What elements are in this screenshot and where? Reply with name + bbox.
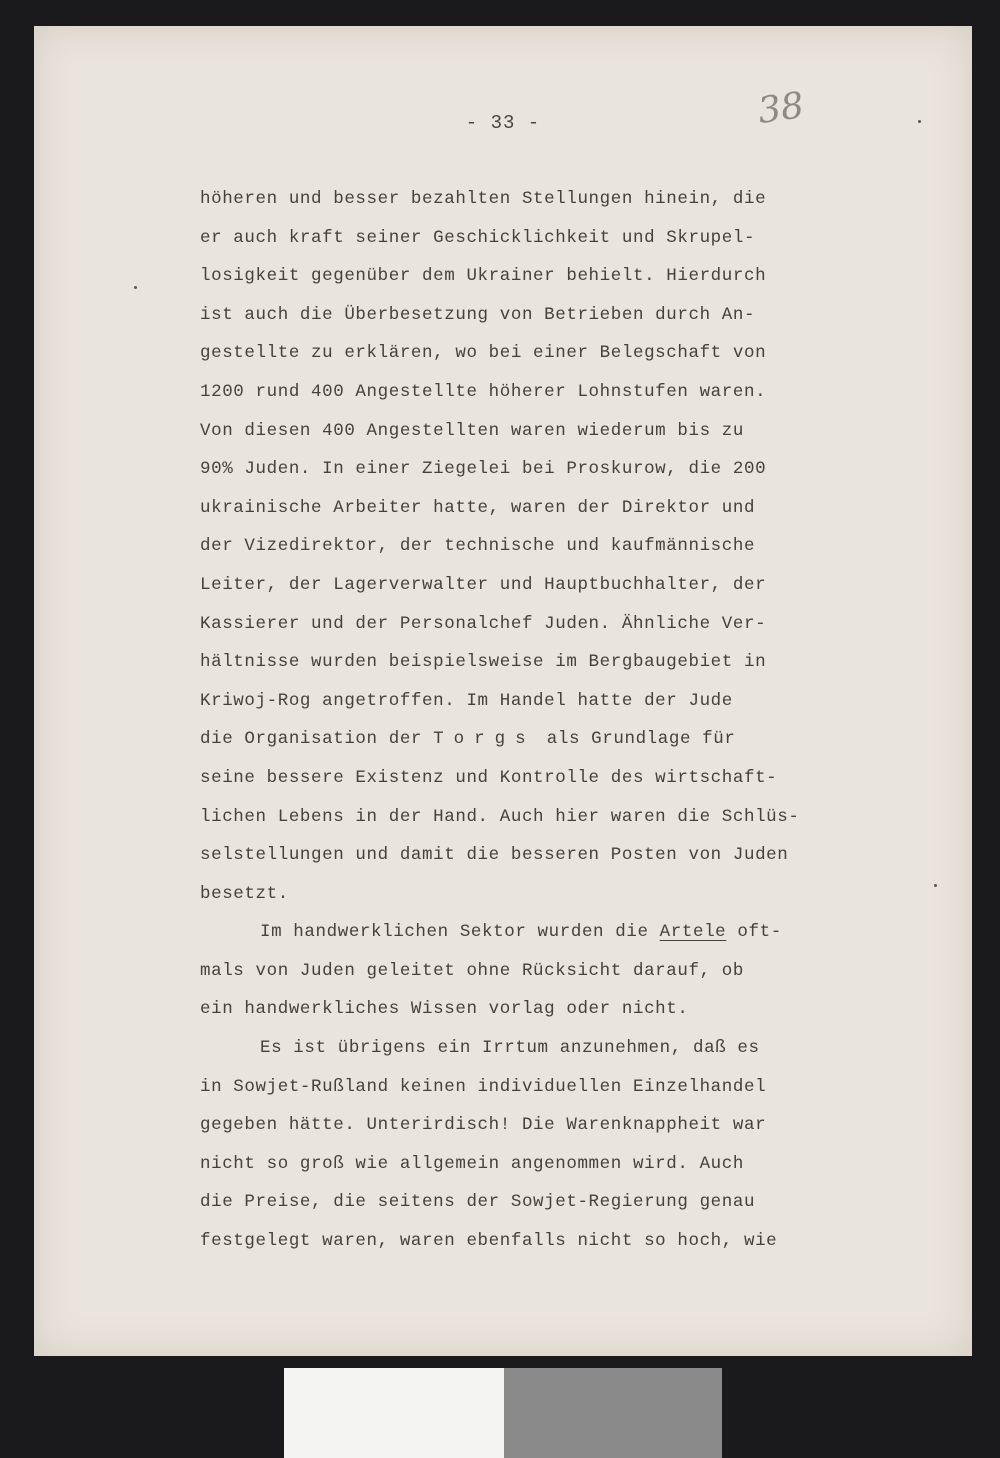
paper-sheet [34, 26, 972, 1356]
paper-speck [934, 884, 937, 887]
text-line: ist auch die Überbesetzung von Betrieben durch An- [200, 304, 756, 325]
text-line: ein handwerkliches Wissen vorlag oder nicht. [200, 999, 689, 1020]
text-line: 90% Juden. In einer Ziegelei bei Proskurow, die 200 [200, 459, 767, 480]
text-line: nicht so groß wie allgemein angenommen wird. Auch [200, 1153, 744, 1174]
text-segment: Im handwerklichen Sektor wurden die [260, 922, 660, 943]
text-line: Es ist übrigens ein Irrtum anzunehmen, daß es [260, 1038, 760, 1059]
calibration-patch-gray [504, 1368, 722, 1458]
text-line: Kriwoj-Rog angetroffen. Im Handel hatte der Jude [200, 690, 733, 711]
text-line-torgs [200, 720, 860, 759]
text-line-artele [200, 913, 860, 952]
text-segment: oft- [726, 922, 782, 943]
handwritten-folio-number: 38 [755, 85, 807, 132]
text-line: hältnisse wurden beispielsweise im Bergbaugebiet in [200, 652, 767, 673]
text-line: gegeben hätte. Unterirdisch! Die Warenknappheit war [200, 1115, 767, 1136]
text-segment: die Organisation der [200, 729, 434, 750]
text-line: er auch kraft seiner Geschicklichkeit und Skrupel- [200, 227, 756, 248]
underlined-term-artele: Artele [659, 922, 727, 943]
text-line: ukrainische Arbeiter hatte, waren der Direktor und [200, 497, 756, 518]
text-line: losigkeit gegenüber dem Ukrainer behielt. Hierdurch [200, 266, 767, 287]
text-line: der Vizedirektor, der technische und kaufmännische [200, 536, 756, 557]
typed-body-text [200, 180, 860, 1261]
spaced-term-torgs: Torgs [433, 729, 536, 750]
text-line: die Preise, die seitens der Sowjet-Regierung genau [200, 1192, 756, 1213]
text-segment: als Grundlage für [535, 729, 736, 750]
text-line: festgelegt waren, waren ebenfalls nicht so hoch, wie [200, 1231, 778, 1252]
text-line: gestellte zu erklären, wo bei einer Belegschaft von [200, 343, 767, 364]
paper-speck [918, 120, 921, 123]
text-line: höheren und besser bezahlten Stellungen hinein, die [200, 189, 767, 209]
text-line: in Sowjet-Rußland keinen individuellen Einzelhandel [200, 1076, 767, 1097]
text-line: Leiter, der Lagerverwalter und Hauptbuchhalter, der [200, 574, 767, 595]
text-line: mals von Juden geleitet ohne Rücksicht darauf, ob [200, 960, 744, 981]
text-line: Kassierer und der Personalchef Juden. Ähnliche Ver- [200, 613, 767, 634]
calibration-patch-white [284, 1368, 504, 1458]
text-line: Von diesen 400 Angestellten waren wiederum bis zu [200, 420, 744, 441]
text-line: besetzt. [200, 883, 289, 904]
paper-speck [134, 286, 137, 289]
text-line: lichen Lebens in der Hand. Auch hier waren die Schlüs- [200, 806, 800, 827]
page-number: - 33 - [465, 112, 541, 134]
text-line: 1200 rund 400 Angestellte höherer Lohnstufen waren. [200, 381, 767, 402]
text-line: selstellungen und damit die besseren Posten von Juden [200, 845, 789, 866]
text-line: seine bessere Existenz und Kontrolle des wirtschaft- [200, 767, 778, 788]
